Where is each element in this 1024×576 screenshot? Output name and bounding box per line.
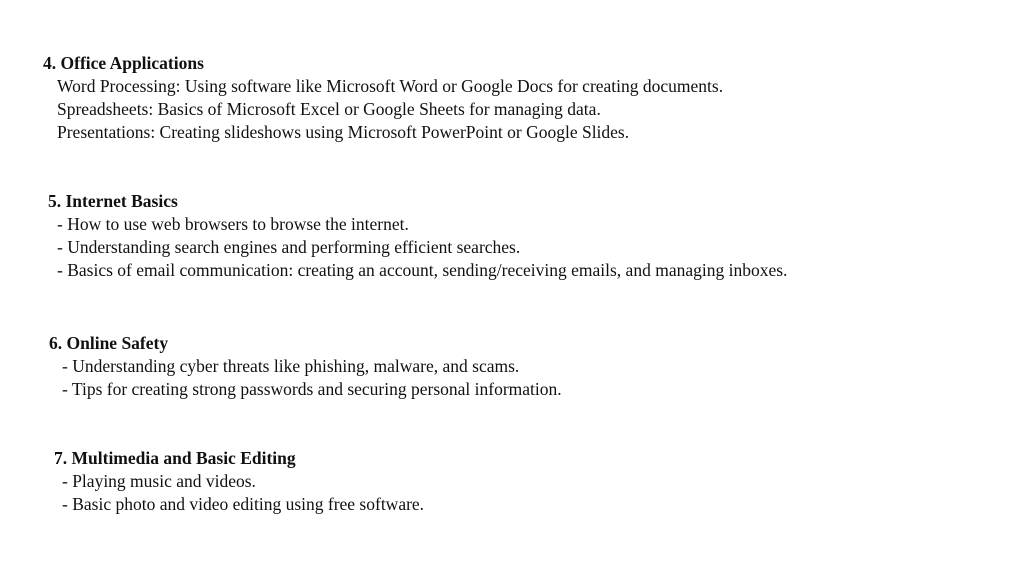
list-item: - Basics of email communication: creating an account, sending/receiving emails, and managing inboxes. [57,260,788,280]
list-item: - Playing music and videos. [62,471,256,491]
section-internet-basics [48,190,787,282]
list-item: Spreadsheets: Basics of Microsoft Excel or Google Sheets for managing data. [57,99,601,119]
list-item: Presentations: Creating slideshows using Microsoft PowerPoint or Google Slides. [57,122,630,142]
list-item: - How to use web browsers to browse the internet. [57,214,409,234]
list-item: - Tips for creating strong passwords and securing personal information. [62,379,562,399]
section-online-safety [49,332,562,401]
section-heading: 7. Multimedia and Basic Editing [54,448,296,468]
section-heading: 5. Internet Basics [48,191,178,211]
section-heading: 6. Online Safety [49,333,169,353]
section-multimedia-editing [54,447,424,516]
list-item: Word Processing: Using software like Microsoft Word or Google Docs for creating documents. [57,76,724,96]
list-item: - Understanding cyber threats like phishing, malware, and scams. [62,356,520,376]
section-office-applications [43,52,723,144]
section-heading: 4. Office Applications [43,53,204,73]
list-item: - Understanding search engines and performing efficient searches. [57,237,521,257]
list-item: - Basic photo and video editing using free software. [62,494,425,514]
